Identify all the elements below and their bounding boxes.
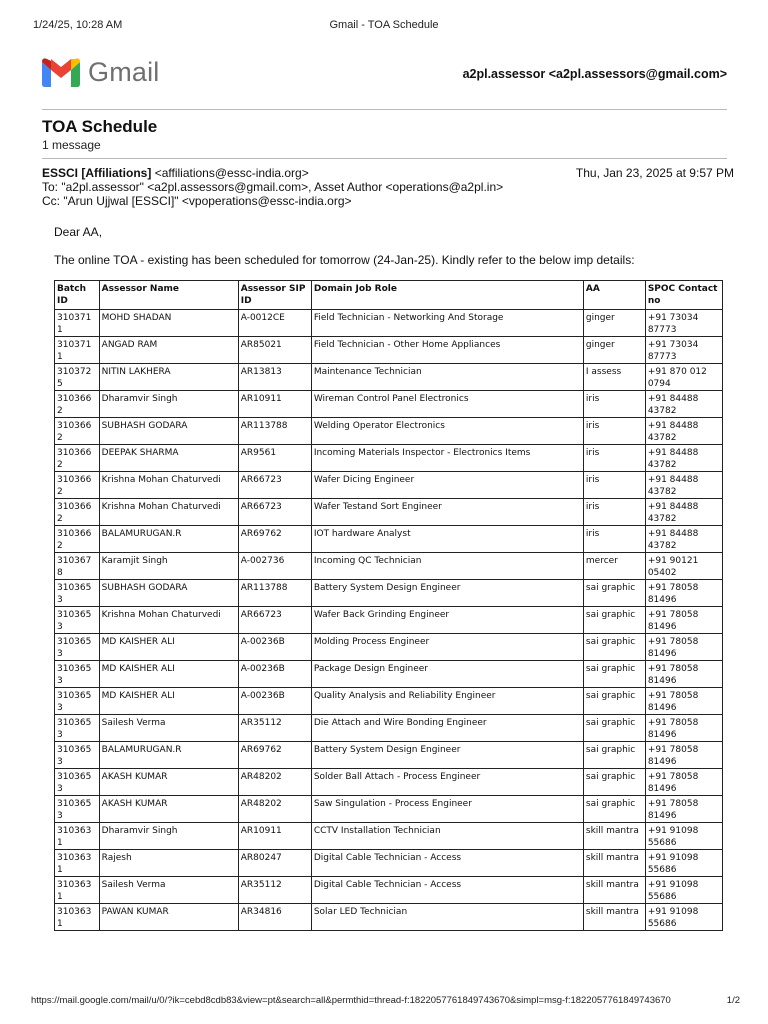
table-cell: SUBHASH GODARA: [99, 418, 238, 445]
table-cell: MD KAISHER ALI: [99, 688, 238, 715]
table-cell: +91 78058 81496: [645, 715, 722, 742]
table-cell: Welding Operator Electronics: [311, 418, 583, 445]
divider: [42, 158, 727, 159]
cc-recipients: Cc: "Arun Ujjwal [ESSCI]" <vpoperations@essc-india.org>: [42, 194, 352, 208]
table-cell: I assess: [583, 364, 645, 391]
table-cell: sai graphic: [583, 661, 645, 688]
table-cell: +91 84488 43782: [645, 445, 722, 472]
gmail-m-icon: [42, 58, 80, 87]
table-cell: Die Attach and Wire Bonding Engineer: [311, 715, 583, 742]
table-cell: AR10911: [238, 391, 311, 418]
message-count: 1 message: [42, 138, 101, 152]
table-cell: 3103631: [55, 904, 100, 931]
table-cell: Saw Singulation - Process Engineer: [311, 796, 583, 823]
to-recipients: To: "a2pl.assessor" <a2pl.assessors@gmail.com>, Asset Author <operations@a2pl.in>: [42, 180, 504, 194]
table-cell: AR48202: [238, 769, 311, 796]
table-cell: iris: [583, 391, 645, 418]
table-cell: +91 78058 81496: [645, 634, 722, 661]
table-cell: 3103662: [55, 526, 100, 553]
table-cell: AKASH KUMAR: [99, 769, 238, 796]
column-header: Domain Job Role: [311, 281, 583, 310]
table-cell: +91 91098 55686: [645, 850, 722, 877]
column-header: Assessor Name: [99, 281, 238, 310]
table-cell: A-002736: [238, 553, 311, 580]
thread-subject: TOA Schedule: [42, 117, 158, 136]
table-cell: sai graphic: [583, 688, 645, 715]
table-cell: Wafer Dicing Engineer: [311, 472, 583, 499]
table-cell: sai graphic: [583, 715, 645, 742]
table-cell: AR113788: [238, 580, 311, 607]
table-row: [55, 445, 723, 472]
table-cell: Dharamvir Singh: [99, 391, 238, 418]
table-cell: +91 84488 43782: [645, 499, 722, 526]
table-cell: AR48202: [238, 796, 311, 823]
table-cell: 3103725: [55, 364, 100, 391]
table-cell: Package Design Engineer: [311, 661, 583, 688]
table-cell: +91 78058 81496: [645, 661, 722, 688]
gmail-wordmark: Gmail: [88, 56, 160, 87]
sender: [42, 166, 309, 180]
table-cell: 3103653: [55, 769, 100, 796]
message-date: Thu, Jan 23, 2025 at 9:57 PM: [575, 166, 734, 180]
table-cell: sai graphic: [583, 742, 645, 769]
table-cell: SUBHASH GODARA: [99, 580, 238, 607]
table-cell: Krishna Mohan Chaturvedi: [99, 472, 238, 499]
table-row: [55, 607, 723, 634]
table-cell: Wafer Testand Sort Engineer: [311, 499, 583, 526]
table-cell: 3103653: [55, 580, 100, 607]
table-cell: MOHD SHADAN: [99, 310, 238, 337]
table-row: [55, 904, 723, 931]
table-cell: +91 78058 81496: [645, 607, 722, 634]
table-cell: Wafer Back Grinding Engineer: [311, 607, 583, 634]
table-cell: Rajesh: [99, 850, 238, 877]
table-cell: +91 78058 81496: [645, 742, 722, 769]
table-cell: 3103631: [55, 877, 100, 904]
table-cell: PAWAN KUMAR: [99, 904, 238, 931]
schedule-table: [54, 280, 723, 931]
table-cell: 3103653: [55, 796, 100, 823]
table-cell: A-00236B: [238, 661, 311, 688]
table-cell: +91 73034 87773: [645, 337, 722, 364]
table-cell: Krishna Mohan Chaturvedi: [99, 499, 238, 526]
table-cell: AR80247: [238, 850, 311, 877]
column-header: Batch ID: [55, 281, 100, 310]
table-cell: AR66723: [238, 472, 311, 499]
table-cell: ANGAD RAM: [99, 337, 238, 364]
table-cell: Battery System Design Engineer: [311, 742, 583, 769]
table-cell: IOT hardware Analyst: [311, 526, 583, 553]
table-cell: sai graphic: [583, 796, 645, 823]
table-cell: 3103653: [55, 742, 100, 769]
table-cell: Molding Process Engineer: [311, 634, 583, 661]
table-cell: 3103662: [55, 499, 100, 526]
table-cell: Incoming Materials Inspector - Electronics Items: [311, 445, 583, 472]
table-cell: Digital Cable Technician - Access: [311, 850, 583, 877]
table-row: [55, 742, 723, 769]
table-cell: Solder Ball Attach - Process Engineer: [311, 769, 583, 796]
table-cell: mercer: [583, 553, 645, 580]
table-cell: sai graphic: [583, 607, 645, 634]
table-row: [55, 472, 723, 499]
table-cell: AR69762: [238, 742, 311, 769]
table-cell: 3103653: [55, 688, 100, 715]
table-cell: +91 78058 81496: [645, 688, 722, 715]
table-cell: AR9561: [238, 445, 311, 472]
table-cell: Battery System Design Engineer: [311, 580, 583, 607]
account-email: a2pl.assessor <a2pl.assessors@gmail.com>: [462, 67, 727, 81]
table-row: [55, 337, 723, 364]
table-cell: Field Technician - Networking And Storage: [311, 310, 583, 337]
table-cell: AR13813: [238, 364, 311, 391]
table-cell: MD KAISHER ALI: [99, 634, 238, 661]
table-row: [55, 499, 723, 526]
table-cell: Sailesh Verma: [99, 877, 238, 904]
table-row: [55, 418, 723, 445]
table-row: [55, 850, 723, 877]
table-header-row: [55, 281, 723, 310]
table-cell: AR66723: [238, 607, 311, 634]
column-header: SPOC Contact no: [645, 281, 722, 310]
table-cell: Quality Analysis and Reliability Engineer: [311, 688, 583, 715]
print-datetime: 1/24/25, 10:28 AM: [33, 19, 123, 31]
table-cell: AR69762: [238, 526, 311, 553]
table-row: [55, 796, 723, 823]
table-cell: 3103662: [55, 472, 100, 499]
gmail-logo: [42, 57, 160, 87]
table-row: [55, 391, 723, 418]
table-cell: +91 84488 43782: [645, 418, 722, 445]
table-cell: DEEPAK SHARMA: [99, 445, 238, 472]
table-cell: AR85021: [238, 337, 311, 364]
table-cell: sai graphic: [583, 634, 645, 661]
table-cell: 3103653: [55, 634, 100, 661]
table-cell: Karamjit Singh: [99, 553, 238, 580]
table-cell: AR113788: [238, 418, 311, 445]
table-row: [55, 634, 723, 661]
table-cell: A-00236B: [238, 688, 311, 715]
table-cell: +91 73034 87773: [645, 310, 722, 337]
table-cell: skill mantra: [583, 823, 645, 850]
column-header: AA: [583, 281, 645, 310]
table-cell: skill mantra: [583, 850, 645, 877]
table-row: [55, 823, 723, 850]
table-cell: +91 78058 81496: [645, 580, 722, 607]
divider: [42, 109, 727, 110]
column-header: Assessor SIP ID: [238, 281, 311, 310]
table-cell: Wireman Control Panel Electronics: [311, 391, 583, 418]
table-cell: Sailesh Verma: [99, 715, 238, 742]
table-cell: NITIN LAKHERA: [99, 364, 238, 391]
table-cell: Krishna Mohan Chaturvedi: [99, 607, 238, 634]
table-cell: skill mantra: [583, 904, 645, 931]
table-cell: AR66723: [238, 499, 311, 526]
table-cell: 3103653: [55, 607, 100, 634]
table-cell: AR10911: [238, 823, 311, 850]
table-cell: BALAMURUGAN.R: [99, 526, 238, 553]
table-row: [55, 769, 723, 796]
table-cell: Solar LED Technician: [311, 904, 583, 931]
print-url: https://mail.google.com/mail/u/0/?ik=cebd8cdb83&view=pt&search=all&permthid=thread-f:1822057761849743670&simpl=msg-f:1822057761849743670: [31, 995, 671, 1006]
table-cell: A-00236B: [238, 634, 311, 661]
table-cell: MD KAISHER ALI: [99, 661, 238, 688]
table-cell: 3103678: [55, 553, 100, 580]
table-cell: +91 84488 43782: [645, 526, 722, 553]
table-cell: A-0012CE: [238, 310, 311, 337]
table-cell: Dharamvir Singh: [99, 823, 238, 850]
table-cell: ginger: [583, 337, 645, 364]
table-row: [55, 310, 723, 337]
table-cell: 3103653: [55, 661, 100, 688]
table-cell: Incoming QC Technician: [311, 553, 583, 580]
table-cell: 3103653: [55, 715, 100, 742]
table-cell: CCTV Installation Technician: [311, 823, 583, 850]
table-cell: AR34816: [238, 904, 311, 931]
table-cell: ginger: [583, 310, 645, 337]
table-row: [55, 580, 723, 607]
sender-name: ESSCI [Affiliations]: [42, 166, 152, 180]
table-cell: 3103662: [55, 445, 100, 472]
table-cell: Field Technician - Other Home Appliances: [311, 337, 583, 364]
table-cell: Maintenance Technician: [311, 364, 583, 391]
table-cell: iris: [583, 499, 645, 526]
table-cell: 3103631: [55, 850, 100, 877]
table-cell: +91 78058 81496: [645, 769, 722, 796]
greeting: Dear AA,: [54, 225, 103, 239]
table-cell: sai graphic: [583, 769, 645, 796]
page-number: 1/2: [726, 995, 740, 1006]
table-cell: +91 90121 05402: [645, 553, 722, 580]
table-cell: 3103662: [55, 418, 100, 445]
table-cell: iris: [583, 472, 645, 499]
table-row: [55, 661, 723, 688]
table-cell: +91 78058 81496: [645, 796, 722, 823]
table-cell: AR35112: [238, 877, 311, 904]
table-cell: +91 91098 55686: [645, 823, 722, 850]
table-cell: +91 91098 55686: [645, 904, 722, 931]
table-cell: Digital Cable Technician - Access: [311, 877, 583, 904]
table-cell: +91 91098 55686: [645, 877, 722, 904]
table-cell: iris: [583, 526, 645, 553]
table-cell: +91 870 012 0794: [645, 364, 722, 391]
table-cell: AR35112: [238, 715, 311, 742]
intro-text: The online TOA - existing has been scheduled for tomorrow (24-Jan-25). Kindly refer to the below imp details:: [54, 253, 635, 267]
table-row: [55, 364, 723, 391]
table-cell: +91 84488 43782: [645, 391, 722, 418]
table-row: [55, 526, 723, 553]
table-cell: 3103711: [55, 337, 100, 364]
table-cell: skill mantra: [583, 877, 645, 904]
table-cell: sai graphic: [583, 580, 645, 607]
table-cell: BALAMURUGAN.R: [99, 742, 238, 769]
table-cell: 3103662: [55, 391, 100, 418]
table-row: [55, 715, 723, 742]
table-cell: 3103711: [55, 310, 100, 337]
table-cell: 3103631: [55, 823, 100, 850]
table-cell: iris: [583, 445, 645, 472]
table-cell: AKASH KUMAR: [99, 796, 238, 823]
table-row: [55, 553, 723, 580]
print-title: Gmail - TOA Schedule: [329, 19, 439, 31]
table-cell: iris: [583, 418, 645, 445]
table-row: [55, 877, 723, 904]
sender-email: <affiliations@essc-india.org>: [154, 166, 309, 180]
table-cell: +91 84488 43782: [645, 472, 722, 499]
table-row: [55, 688, 723, 715]
